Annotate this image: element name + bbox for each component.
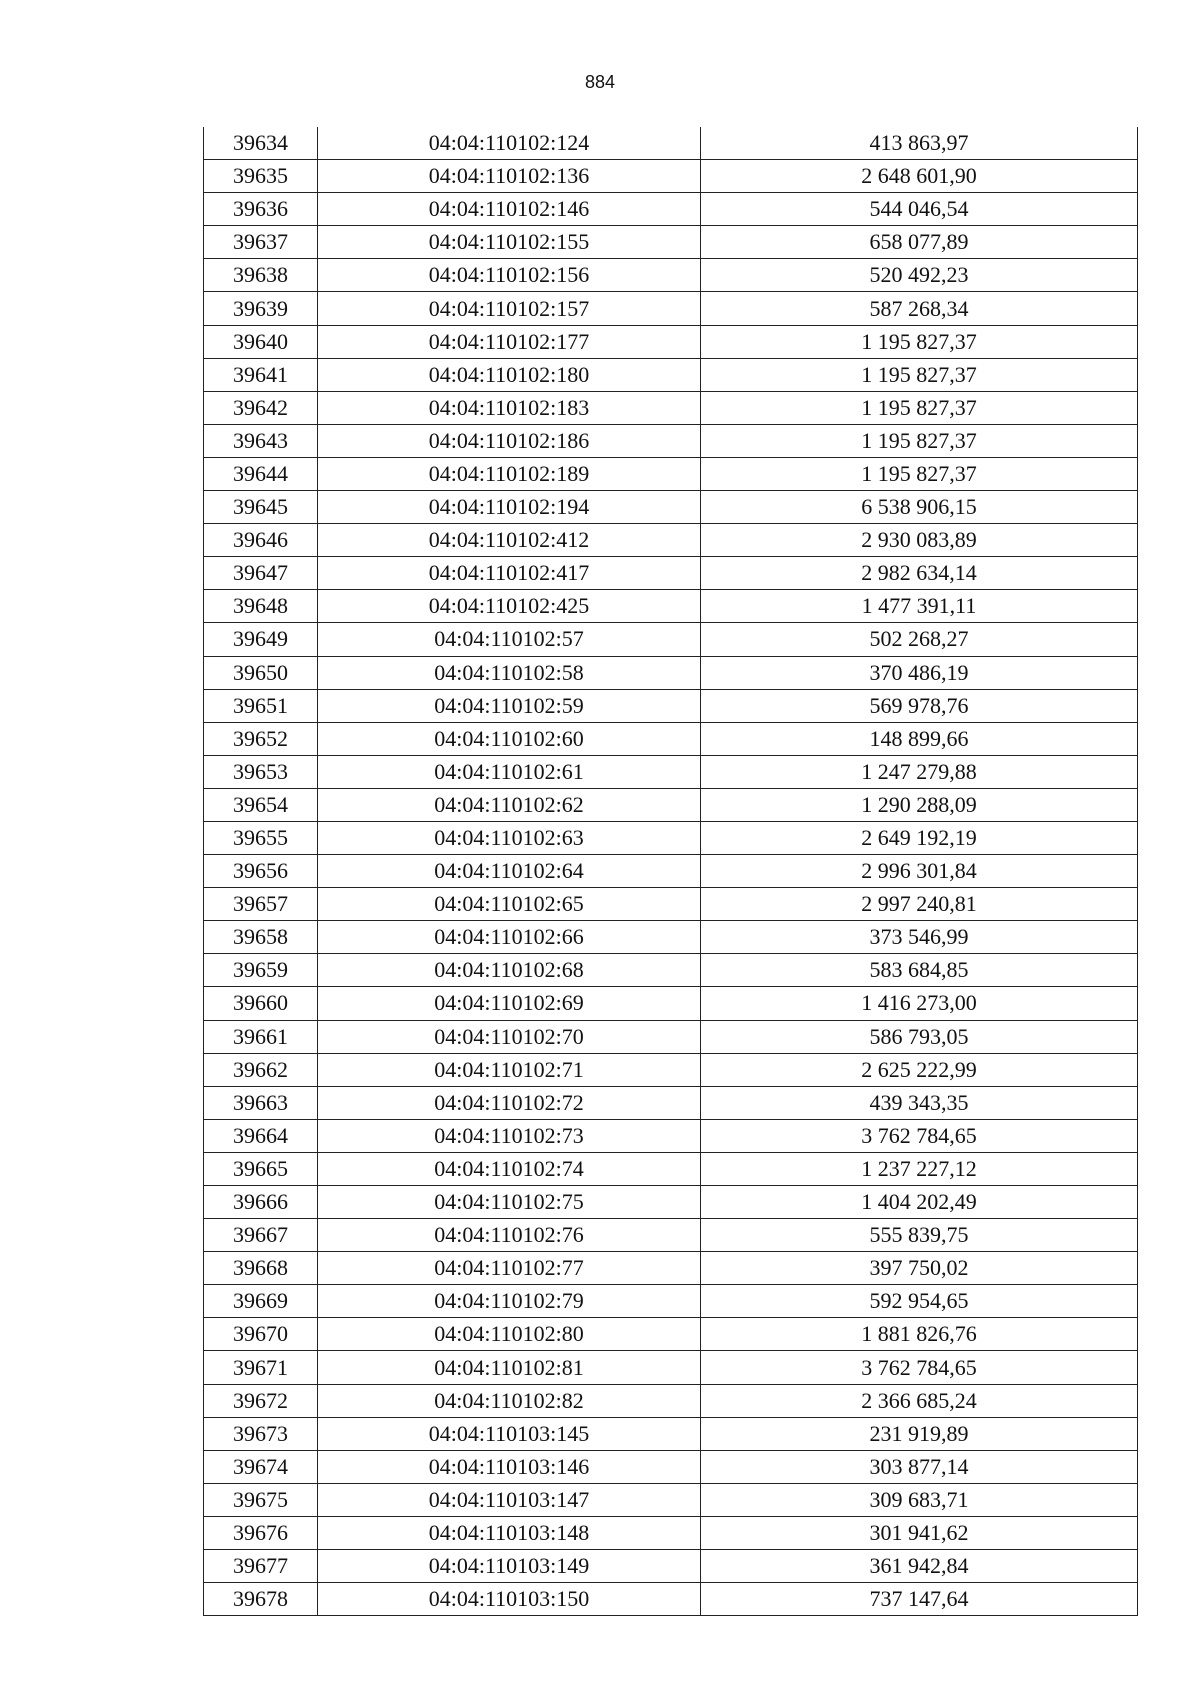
table-row bbox=[204, 1318, 1138, 1351]
cadastral-number-cell: 04:04:110102:146 bbox=[318, 193, 701, 226]
row-number-cell: 39662 bbox=[204, 1053, 318, 1086]
cadastral-number-cell: 04:04:110102:136 bbox=[318, 160, 701, 193]
cadastral-number-cell: 04:04:110102:155 bbox=[318, 226, 701, 259]
cadastral-number-cell: 04:04:110102:72 bbox=[318, 1086, 701, 1119]
value-cell: 502 268,27 bbox=[701, 623, 1138, 656]
row-number-cell: 39650 bbox=[204, 656, 318, 689]
row-number-cell: 39672 bbox=[204, 1384, 318, 1417]
table-row bbox=[204, 1351, 1138, 1384]
row-number-cell: 39641 bbox=[204, 358, 318, 391]
table-row bbox=[204, 127, 1138, 160]
value-cell: 1 404 202,49 bbox=[701, 1186, 1138, 1219]
row-number-cell: 39637 bbox=[204, 226, 318, 259]
row-number-cell: 39648 bbox=[204, 590, 318, 623]
value-cell: 3 762 784,65 bbox=[701, 1351, 1138, 1384]
cadastral-number-cell: 04:04:110102:189 bbox=[318, 457, 701, 490]
value-cell: 2 366 685,24 bbox=[701, 1384, 1138, 1417]
value-cell: 1 195 827,37 bbox=[701, 325, 1138, 358]
table-row bbox=[204, 1550, 1138, 1583]
table-row bbox=[204, 193, 1138, 226]
value-cell: 592 954,65 bbox=[701, 1285, 1138, 1318]
table-row bbox=[204, 457, 1138, 490]
table-row bbox=[204, 325, 1138, 358]
row-number-cell: 39677 bbox=[204, 1550, 318, 1583]
table-row bbox=[204, 821, 1138, 854]
cadastral-number-cell: 04:04:110102:124 bbox=[318, 127, 701, 160]
table-row bbox=[204, 1483, 1138, 1516]
value-cell: 587 268,34 bbox=[701, 292, 1138, 325]
value-cell: 2 997 240,81 bbox=[701, 888, 1138, 921]
row-number-cell: 39645 bbox=[204, 491, 318, 524]
table-row bbox=[204, 888, 1138, 921]
table-row bbox=[204, 424, 1138, 457]
table-row bbox=[204, 1417, 1138, 1450]
row-number-cell: 39663 bbox=[204, 1086, 318, 1119]
table-row bbox=[204, 292, 1138, 325]
page-number: 884 bbox=[584, 72, 616, 92]
value-cell: 1 195 827,37 bbox=[701, 358, 1138, 391]
table-row bbox=[204, 1152, 1138, 1185]
cadastral-number-cell: 04:04:110103:148 bbox=[318, 1516, 701, 1549]
value-cell: 555 839,75 bbox=[701, 1219, 1138, 1252]
row-number-cell: 39678 bbox=[204, 1583, 318, 1616]
cadastral-number-cell: 04:04:110103:146 bbox=[318, 1450, 701, 1483]
cadastral-number-cell: 04:04:110102:71 bbox=[318, 1053, 701, 1086]
value-cell: 2 930 083,89 bbox=[701, 524, 1138, 557]
value-cell: 439 343,35 bbox=[701, 1086, 1138, 1119]
value-cell: 413 863,97 bbox=[701, 127, 1138, 160]
row-number-cell: 39654 bbox=[204, 788, 318, 821]
table-row bbox=[204, 1384, 1138, 1417]
cadastral-number-cell: 04:04:110103:145 bbox=[318, 1417, 701, 1450]
row-number-cell: 39675 bbox=[204, 1483, 318, 1516]
value-cell: 148 899,66 bbox=[701, 722, 1138, 755]
row-number-cell: 39639 bbox=[204, 292, 318, 325]
row-number-cell: 39649 bbox=[204, 623, 318, 656]
row-number-cell: 39646 bbox=[204, 524, 318, 557]
row-number-cell: 39669 bbox=[204, 1285, 318, 1318]
row-number-cell: 39673 bbox=[204, 1417, 318, 1450]
cadastral-number-cell: 04:04:110102:183 bbox=[318, 391, 701, 424]
value-cell: 1 195 827,37 bbox=[701, 424, 1138, 457]
table-row bbox=[204, 259, 1138, 292]
table-row bbox=[204, 1186, 1138, 1219]
value-cell: 309 683,71 bbox=[701, 1483, 1138, 1516]
cadastral-number-cell: 04:04:110102:70 bbox=[318, 1020, 701, 1053]
row-number-cell: 39658 bbox=[204, 921, 318, 954]
cadastral-number-cell: 04:04:110102:412 bbox=[318, 524, 701, 557]
table-row bbox=[204, 491, 1138, 524]
value-cell: 737 147,64 bbox=[701, 1583, 1138, 1616]
table-row bbox=[204, 358, 1138, 391]
value-cell: 3 762 784,65 bbox=[701, 1119, 1138, 1152]
cadastral-number-cell: 04:04:110102:75 bbox=[318, 1186, 701, 1219]
cadastral-number-cell: 04:04:110102:77 bbox=[318, 1252, 701, 1285]
cadastral-number-cell: 04:04:110102:68 bbox=[318, 954, 701, 987]
value-cell: 2 625 222,99 bbox=[701, 1053, 1138, 1086]
table-row bbox=[204, 557, 1138, 590]
cadastral-number-cell: 04:04:110103:147 bbox=[318, 1483, 701, 1516]
cadastral-number-cell: 04:04:110102:66 bbox=[318, 921, 701, 954]
cadastral-number-cell: 04:04:110102:156 bbox=[318, 259, 701, 292]
value-cell: 1 195 827,37 bbox=[701, 457, 1138, 490]
value-cell: 397 750,02 bbox=[701, 1252, 1138, 1285]
table-row bbox=[204, 1583, 1138, 1616]
table-row bbox=[204, 1119, 1138, 1152]
table-row bbox=[204, 1252, 1138, 1285]
table-body bbox=[204, 127, 1138, 1616]
row-number-cell: 39652 bbox=[204, 722, 318, 755]
value-cell: 2 648 601,90 bbox=[701, 160, 1138, 193]
cadastral-number-cell: 04:04:110102:194 bbox=[318, 491, 701, 524]
cadastral-number-cell: 04:04:110102:59 bbox=[318, 689, 701, 722]
value-cell: 1 416 273,00 bbox=[701, 987, 1138, 1020]
cadastral-number-cell: 04:04:110102:80 bbox=[318, 1318, 701, 1351]
value-cell: 2 982 634,14 bbox=[701, 557, 1138, 590]
row-number-cell: 39656 bbox=[204, 855, 318, 888]
value-cell: 6 538 906,15 bbox=[701, 491, 1138, 524]
cadastral-number-cell: 04:04:110102:62 bbox=[318, 788, 701, 821]
row-number-cell: 39666 bbox=[204, 1186, 318, 1219]
row-number-cell: 39642 bbox=[204, 391, 318, 424]
value-cell: 1 477 391,11 bbox=[701, 590, 1138, 623]
value-cell: 1 881 826,76 bbox=[701, 1318, 1138, 1351]
cadastral-number-cell: 04:04:110102:73 bbox=[318, 1119, 701, 1152]
value-cell: 544 046,54 bbox=[701, 193, 1138, 226]
row-number-cell: 39644 bbox=[204, 457, 318, 490]
cadastral-number-cell: 04:04:110102:57 bbox=[318, 623, 701, 656]
table-row bbox=[204, 855, 1138, 888]
value-cell: 301 941,62 bbox=[701, 1516, 1138, 1549]
row-number-cell: 39635 bbox=[204, 160, 318, 193]
cadastral-number-cell: 04:04:110102:63 bbox=[318, 821, 701, 854]
row-number-cell: 39643 bbox=[204, 424, 318, 457]
value-cell: 1 290 288,09 bbox=[701, 788, 1138, 821]
table-row bbox=[204, 722, 1138, 755]
table-row bbox=[204, 954, 1138, 987]
table-row bbox=[204, 689, 1138, 722]
row-number-cell: 39676 bbox=[204, 1516, 318, 1549]
row-number-cell: 39665 bbox=[204, 1152, 318, 1185]
value-cell: 569 978,76 bbox=[701, 689, 1138, 722]
value-cell: 520 492,23 bbox=[701, 259, 1138, 292]
row-number-cell: 39674 bbox=[204, 1450, 318, 1483]
table-row bbox=[204, 590, 1138, 623]
value-cell: 586 793,05 bbox=[701, 1020, 1138, 1053]
value-cell: 1 195 827,37 bbox=[701, 391, 1138, 424]
value-cell: 1 247 279,88 bbox=[701, 755, 1138, 788]
cadastral-number-cell: 04:04:110102:65 bbox=[318, 888, 701, 921]
cadastral-number-cell: 04:04:110102:58 bbox=[318, 656, 701, 689]
row-number-cell: 39636 bbox=[204, 193, 318, 226]
cadastral-number-cell: 04:04:110102:76 bbox=[318, 1219, 701, 1252]
value-cell: 361 942,84 bbox=[701, 1550, 1138, 1583]
value-cell: 658 077,89 bbox=[701, 226, 1138, 259]
cadastral-number-cell: 04:04:110102:180 bbox=[318, 358, 701, 391]
data-table bbox=[203, 127, 1138, 1616]
table-row bbox=[204, 524, 1138, 557]
value-cell: 2 996 301,84 bbox=[701, 855, 1138, 888]
row-number-cell: 39660 bbox=[204, 987, 318, 1020]
cadastral-number-cell: 04:04:110102:74 bbox=[318, 1152, 701, 1185]
cadastral-number-cell: 04:04:110102:79 bbox=[318, 1285, 701, 1318]
row-number-cell: 39647 bbox=[204, 557, 318, 590]
row-number-cell: 39638 bbox=[204, 259, 318, 292]
row-number-cell: 39659 bbox=[204, 954, 318, 987]
table-row bbox=[204, 1020, 1138, 1053]
cadastral-number-cell: 04:04:110102:425 bbox=[318, 590, 701, 623]
cadastral-number-cell: 04:04:110102:82 bbox=[318, 1384, 701, 1417]
row-number-cell: 39667 bbox=[204, 1219, 318, 1252]
value-cell: 370 486,19 bbox=[701, 656, 1138, 689]
table-row bbox=[204, 987, 1138, 1020]
cadastral-number-cell: 04:04:110102:60 bbox=[318, 722, 701, 755]
table-row bbox=[204, 656, 1138, 689]
table-row bbox=[204, 623, 1138, 656]
table-row bbox=[204, 1450, 1138, 1483]
table-row bbox=[204, 391, 1138, 424]
table-row bbox=[204, 1053, 1138, 1086]
row-number-cell: 39670 bbox=[204, 1318, 318, 1351]
cadastral-number-cell: 04:04:110102:417 bbox=[318, 557, 701, 590]
cadastral-number-cell: 04:04:110103:150 bbox=[318, 1583, 701, 1616]
row-number-cell: 39634 bbox=[204, 127, 318, 160]
table-row bbox=[204, 755, 1138, 788]
cadastral-number-cell: 04:04:110102:177 bbox=[318, 325, 701, 358]
value-cell: 583 684,85 bbox=[701, 954, 1138, 987]
row-number-cell: 39651 bbox=[204, 689, 318, 722]
cadastral-number-cell: 04:04:110102:61 bbox=[318, 755, 701, 788]
value-cell: 303 877,14 bbox=[701, 1450, 1138, 1483]
value-cell: 1 237 227,12 bbox=[701, 1152, 1138, 1185]
table-row bbox=[204, 1285, 1138, 1318]
cadastral-number-cell: 04:04:110102:64 bbox=[318, 855, 701, 888]
row-number-cell: 39657 bbox=[204, 888, 318, 921]
cadastral-number-cell: 04:04:110102:186 bbox=[318, 424, 701, 457]
row-number-cell: 39661 bbox=[204, 1020, 318, 1053]
cadastral-number-cell: 04:04:110102:81 bbox=[318, 1351, 701, 1384]
cadastral-number-cell: 04:04:110102:157 bbox=[318, 292, 701, 325]
cadastral-number-cell: 04:04:110103:149 bbox=[318, 1550, 701, 1583]
table-row bbox=[204, 1086, 1138, 1119]
cadastral-number-cell: 04:04:110102:69 bbox=[318, 987, 701, 1020]
row-number-cell: 39640 bbox=[204, 325, 318, 358]
row-number-cell: 39664 bbox=[204, 1119, 318, 1152]
table-row bbox=[204, 226, 1138, 259]
row-number-cell: 39653 bbox=[204, 755, 318, 788]
table-row bbox=[204, 1219, 1138, 1252]
row-number-cell: 39671 bbox=[204, 1351, 318, 1384]
table-row bbox=[204, 921, 1138, 954]
table-row bbox=[204, 788, 1138, 821]
table-row bbox=[204, 160, 1138, 193]
table-row bbox=[204, 1516, 1138, 1549]
row-number-cell: 39655 bbox=[204, 821, 318, 854]
value-cell: 373 546,99 bbox=[701, 921, 1138, 954]
value-cell: 2 649 192,19 bbox=[701, 821, 1138, 854]
row-number-cell: 39668 bbox=[204, 1252, 318, 1285]
value-cell: 231 919,89 bbox=[701, 1417, 1138, 1450]
